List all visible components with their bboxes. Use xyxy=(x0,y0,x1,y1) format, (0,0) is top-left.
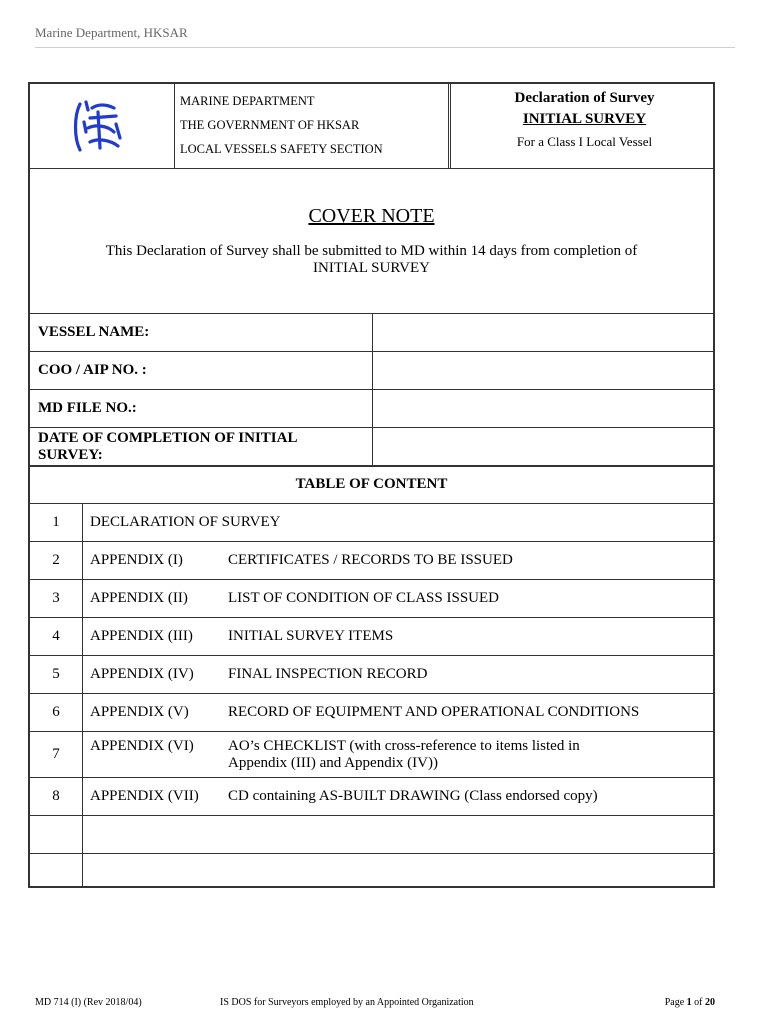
divider xyxy=(82,618,83,655)
doc-title: Declaration of Survey xyxy=(514,90,655,106)
toc-description xyxy=(228,738,580,772)
doc-subtitle: INITIAL SURVEY xyxy=(522,111,647,127)
toc-appendix: APPENDIX (V) xyxy=(90,704,189,720)
toc-row xyxy=(30,693,713,731)
divider xyxy=(372,390,373,427)
toc-row xyxy=(30,777,713,815)
divider xyxy=(82,656,83,693)
toc-appendix: APPENDIX (III) xyxy=(90,628,193,644)
field-completion-date xyxy=(30,427,713,465)
footer-form-number: MD 714 (I) (Rev 2018/04) xyxy=(35,997,142,1008)
field-label: MD FILE NO.: xyxy=(38,400,137,416)
footer-page-number xyxy=(665,997,715,1008)
divider xyxy=(82,816,83,853)
toc-description: RECORD OF EQUIPMENT AND OPERATIONAL CONDITIONS xyxy=(228,704,640,720)
toc-description: INITIAL SURVEY ITEMS xyxy=(228,628,394,644)
field-label xyxy=(38,430,297,464)
toc-description: CERTIFICATES / RECORDS TO BE ISSUED xyxy=(228,552,513,568)
field-label: VESSEL NAME: xyxy=(38,324,150,340)
toc-appendix: APPENDIX (VI) xyxy=(90,738,194,754)
dept-line-1: MARINE DEPARTMENT xyxy=(180,94,315,108)
toc-number: 5 xyxy=(52,666,60,682)
form-frame xyxy=(28,82,715,888)
toc-description-line-1: AO’s CHECKLIST (with cross-reference to items listed in xyxy=(228,738,580,754)
toc-row xyxy=(30,579,713,617)
md-file-input[interactable] xyxy=(376,392,711,425)
toc-appendix: APPENDIX (IV) xyxy=(90,666,194,682)
page-total: 20 xyxy=(705,997,715,1008)
field-vessel-name xyxy=(30,313,713,351)
divider xyxy=(82,854,83,888)
marine-department-logo-icon xyxy=(70,98,126,156)
toc-number: 1 xyxy=(52,514,60,530)
cover-note xyxy=(30,168,713,313)
toc-number: 7 xyxy=(52,746,60,762)
divider xyxy=(372,314,373,351)
toc-appendix: APPENDIX (I) xyxy=(90,552,183,568)
footer-center-text: IS DOS for Surveyors employed by an Appointed Organization xyxy=(220,997,474,1008)
divider xyxy=(174,84,175,168)
toc-row xyxy=(30,731,713,777)
divider xyxy=(82,542,83,579)
form-header xyxy=(30,84,713,168)
page-current: 1 xyxy=(686,997,692,1008)
toc-description: FINAL INSPECTION RECORD xyxy=(228,666,428,682)
page-of: of xyxy=(694,997,703,1008)
toc-row-empty xyxy=(30,815,713,853)
toc-row xyxy=(30,541,713,579)
divider xyxy=(82,580,83,617)
field-label-line-2: SURVEY: xyxy=(38,447,103,463)
divider xyxy=(82,732,83,777)
coo-aip-input[interactable] xyxy=(376,354,711,387)
toc-appendix: APPENDIX (II) xyxy=(90,590,188,606)
page-label: Page xyxy=(664,997,685,1008)
doc-class: For a Class I Local Vessel xyxy=(516,134,653,149)
cover-body xyxy=(70,243,673,277)
toc-appendix: APPENDIX (VII) xyxy=(90,788,199,804)
toc-number: 4 xyxy=(52,628,60,644)
toc-number: 3 xyxy=(52,590,60,606)
cover-line-1: This Declaration of Survey shall be submitted to MD within 14 days from completion of xyxy=(105,243,638,259)
completion-date-input[interactable] xyxy=(376,430,711,463)
toc-row xyxy=(30,655,713,693)
toc-row-empty xyxy=(30,853,713,888)
dept-line-3: LOCAL VESSELS SAFETY SECTION xyxy=(180,142,383,156)
toc-heading: TABLE OF CONTENT xyxy=(295,476,448,492)
toc-description: CD containing AS-BUILT DRAWING (Class endorsed copy) xyxy=(228,788,598,804)
toc-heading-row xyxy=(30,465,713,503)
toc-number: 8 xyxy=(52,788,60,804)
divider xyxy=(82,694,83,731)
running-head: Marine Department, HKSAR xyxy=(35,25,735,48)
dept-line-2: THE GOVERNMENT OF HKSAR xyxy=(180,118,360,132)
divider xyxy=(82,778,83,815)
toc-number: 6 xyxy=(52,704,60,720)
toc-row xyxy=(30,617,713,655)
cover-title: COVER NOTE xyxy=(308,205,435,227)
divider xyxy=(448,84,449,168)
divider xyxy=(372,352,373,389)
field-label-line-1: DATE OF COMPLETION OF INITIAL xyxy=(38,430,298,446)
divider xyxy=(82,504,83,541)
vessel-name-input[interactable] xyxy=(376,316,711,349)
field-coo-aip xyxy=(30,351,713,389)
toc-description: LIST OF CONDITION OF CLASS ISSUED xyxy=(228,590,500,606)
toc-number: 2 xyxy=(52,552,60,568)
cover-line-2: INITIAL SURVEY xyxy=(313,260,430,276)
toc-row xyxy=(30,503,713,541)
field-md-file xyxy=(30,389,713,427)
toc-description-line-2: Appendix (III) and Appendix (IV)) xyxy=(228,755,438,771)
field-label: COO / AIP NO. : xyxy=(38,362,147,378)
divider xyxy=(372,428,373,465)
toc-appendix: DECLARATION OF SURVEY xyxy=(90,514,281,530)
